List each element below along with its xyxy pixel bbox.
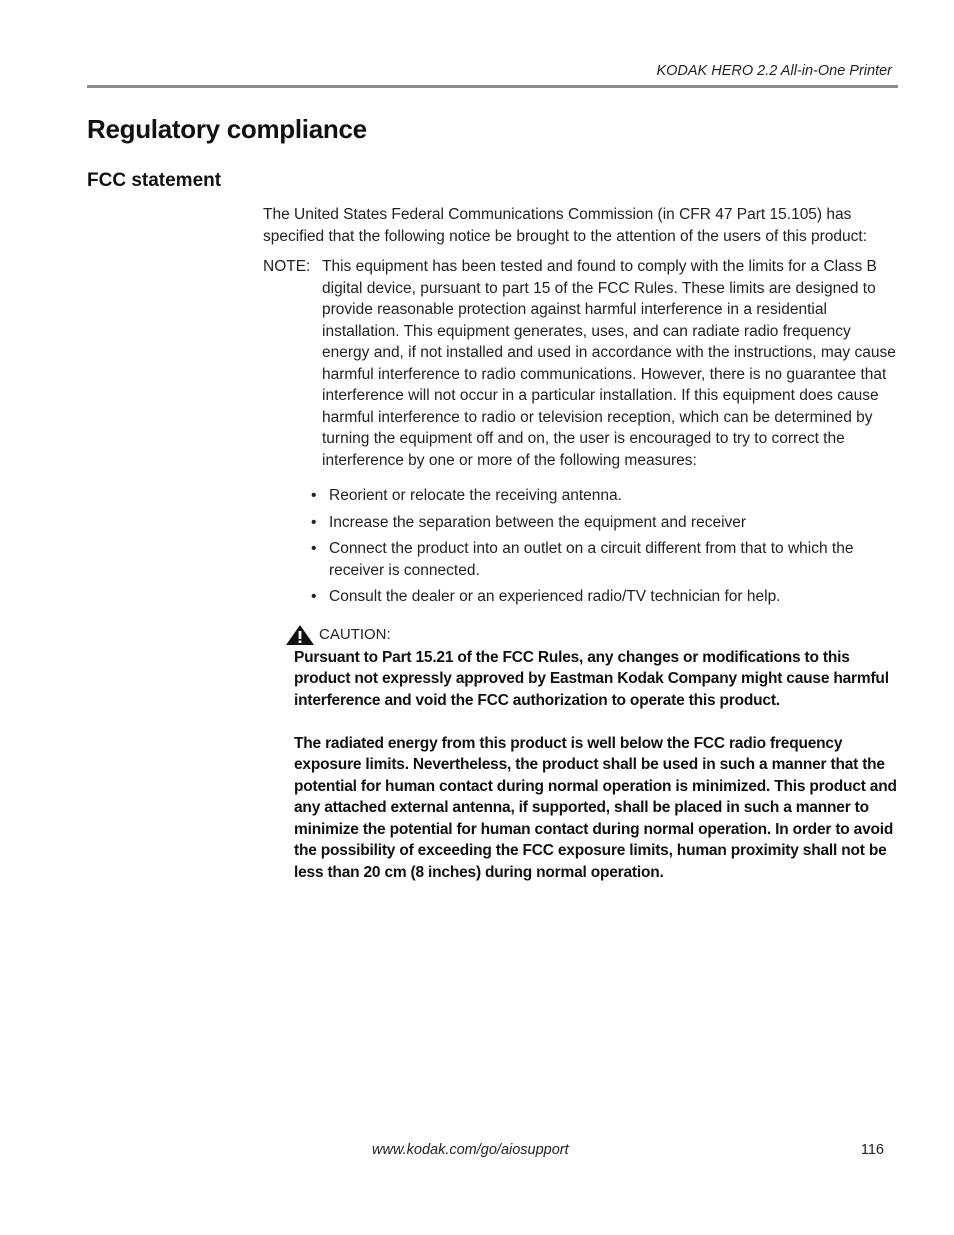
caution-paragraph-1: Pursuant to Part 15.21 of the FCC Rules, any changes or modifications to this product not expressly approved by Eastman Kodak Company might cause harmful interference and void the FCC authorization to operate this product. bbox=[294, 648, 889, 709]
list-item-text: Consult the dealer or an experienced radio/TV technician for help. bbox=[329, 588, 781, 605]
list-item-text: Increase the separation between the equipment and receiver bbox=[329, 513, 747, 531]
header-rule bbox=[87, 85, 898, 88]
caution-label: CAUTION: bbox=[319, 625, 391, 643]
section-body bbox=[263, 204, 899, 883]
list-item bbox=[311, 586, 899, 608]
running-header: KODAK HERO 2.2 All-in-One Printer bbox=[656, 63, 892, 79]
intro-paragraph: The United States Federal Communications Commission (in CFR 47 Part 15.105) has specified that the following notice be brought to the attention of the users of this product: bbox=[263, 206, 868, 245]
section-title: FCC statement bbox=[87, 170, 222, 191]
bullet-icon: • bbox=[311, 540, 317, 557]
caution-header bbox=[285, 624, 899, 646]
list-item-text: Reorient or relocate the receiving antenna. bbox=[329, 487, 622, 504]
page-title: Regulatory compliance bbox=[87, 114, 367, 144]
bullet-icon: • bbox=[311, 588, 317, 605]
caution-body bbox=[294, 647, 899, 884]
bullet-icon: • bbox=[311, 487, 317, 504]
list-item bbox=[311, 512, 899, 534]
note-block bbox=[263, 256, 899, 471]
caution-paragraph-2: The radiated energy from this product is well below the FCC radio frequency exposure limits. Nevertheless, the product shall be used in such a manner that the potential for human contact during normal operation is minimized. This product and any attached external antenna, if supported, shall be placed in such a manner to minimize the potential for human contact during normal operation. In order to avoid the possibility of exceeding the FCC exposure limits, human proximity shall not be less than 20 cm (8 inches) during normal operation. bbox=[294, 734, 897, 881]
warning-triangle-icon bbox=[285, 624, 315, 646]
list-item bbox=[311, 538, 899, 581]
note-text: This equipment has been tested and found to comply with the limits for a Class B digital device, pursuant to part 15 of the FCC Rules. These limits are designed to provide reasonable protection against harmful interference in a residential installation. This equipment generates, uses, and can radiate radio frequency energy and, if not installed and used in accordance with the instructions, may cause harmful interference to radio communications. However, there is no guarantee that interference will not occur in a particular installation. If this equipment does cause harmful interference to radio or television reception, which can be determined by turning the equipment off and on, the user is encouraged to try to correct the interference by one or more of the following measures: bbox=[322, 258, 896, 469]
list-item bbox=[311, 485, 899, 507]
note-label: NOTE: bbox=[263, 258, 311, 275]
measures-list bbox=[263, 485, 899, 608]
footer-url: www.kodak.com/go/aiosupport bbox=[372, 1142, 569, 1158]
bullet-icon: • bbox=[311, 513, 317, 531]
page-number: 116 bbox=[860, 1142, 884, 1158]
list-item-text: Connect the product into an outlet on a circuit different from that to which the receiver is connected. bbox=[329, 540, 854, 579]
